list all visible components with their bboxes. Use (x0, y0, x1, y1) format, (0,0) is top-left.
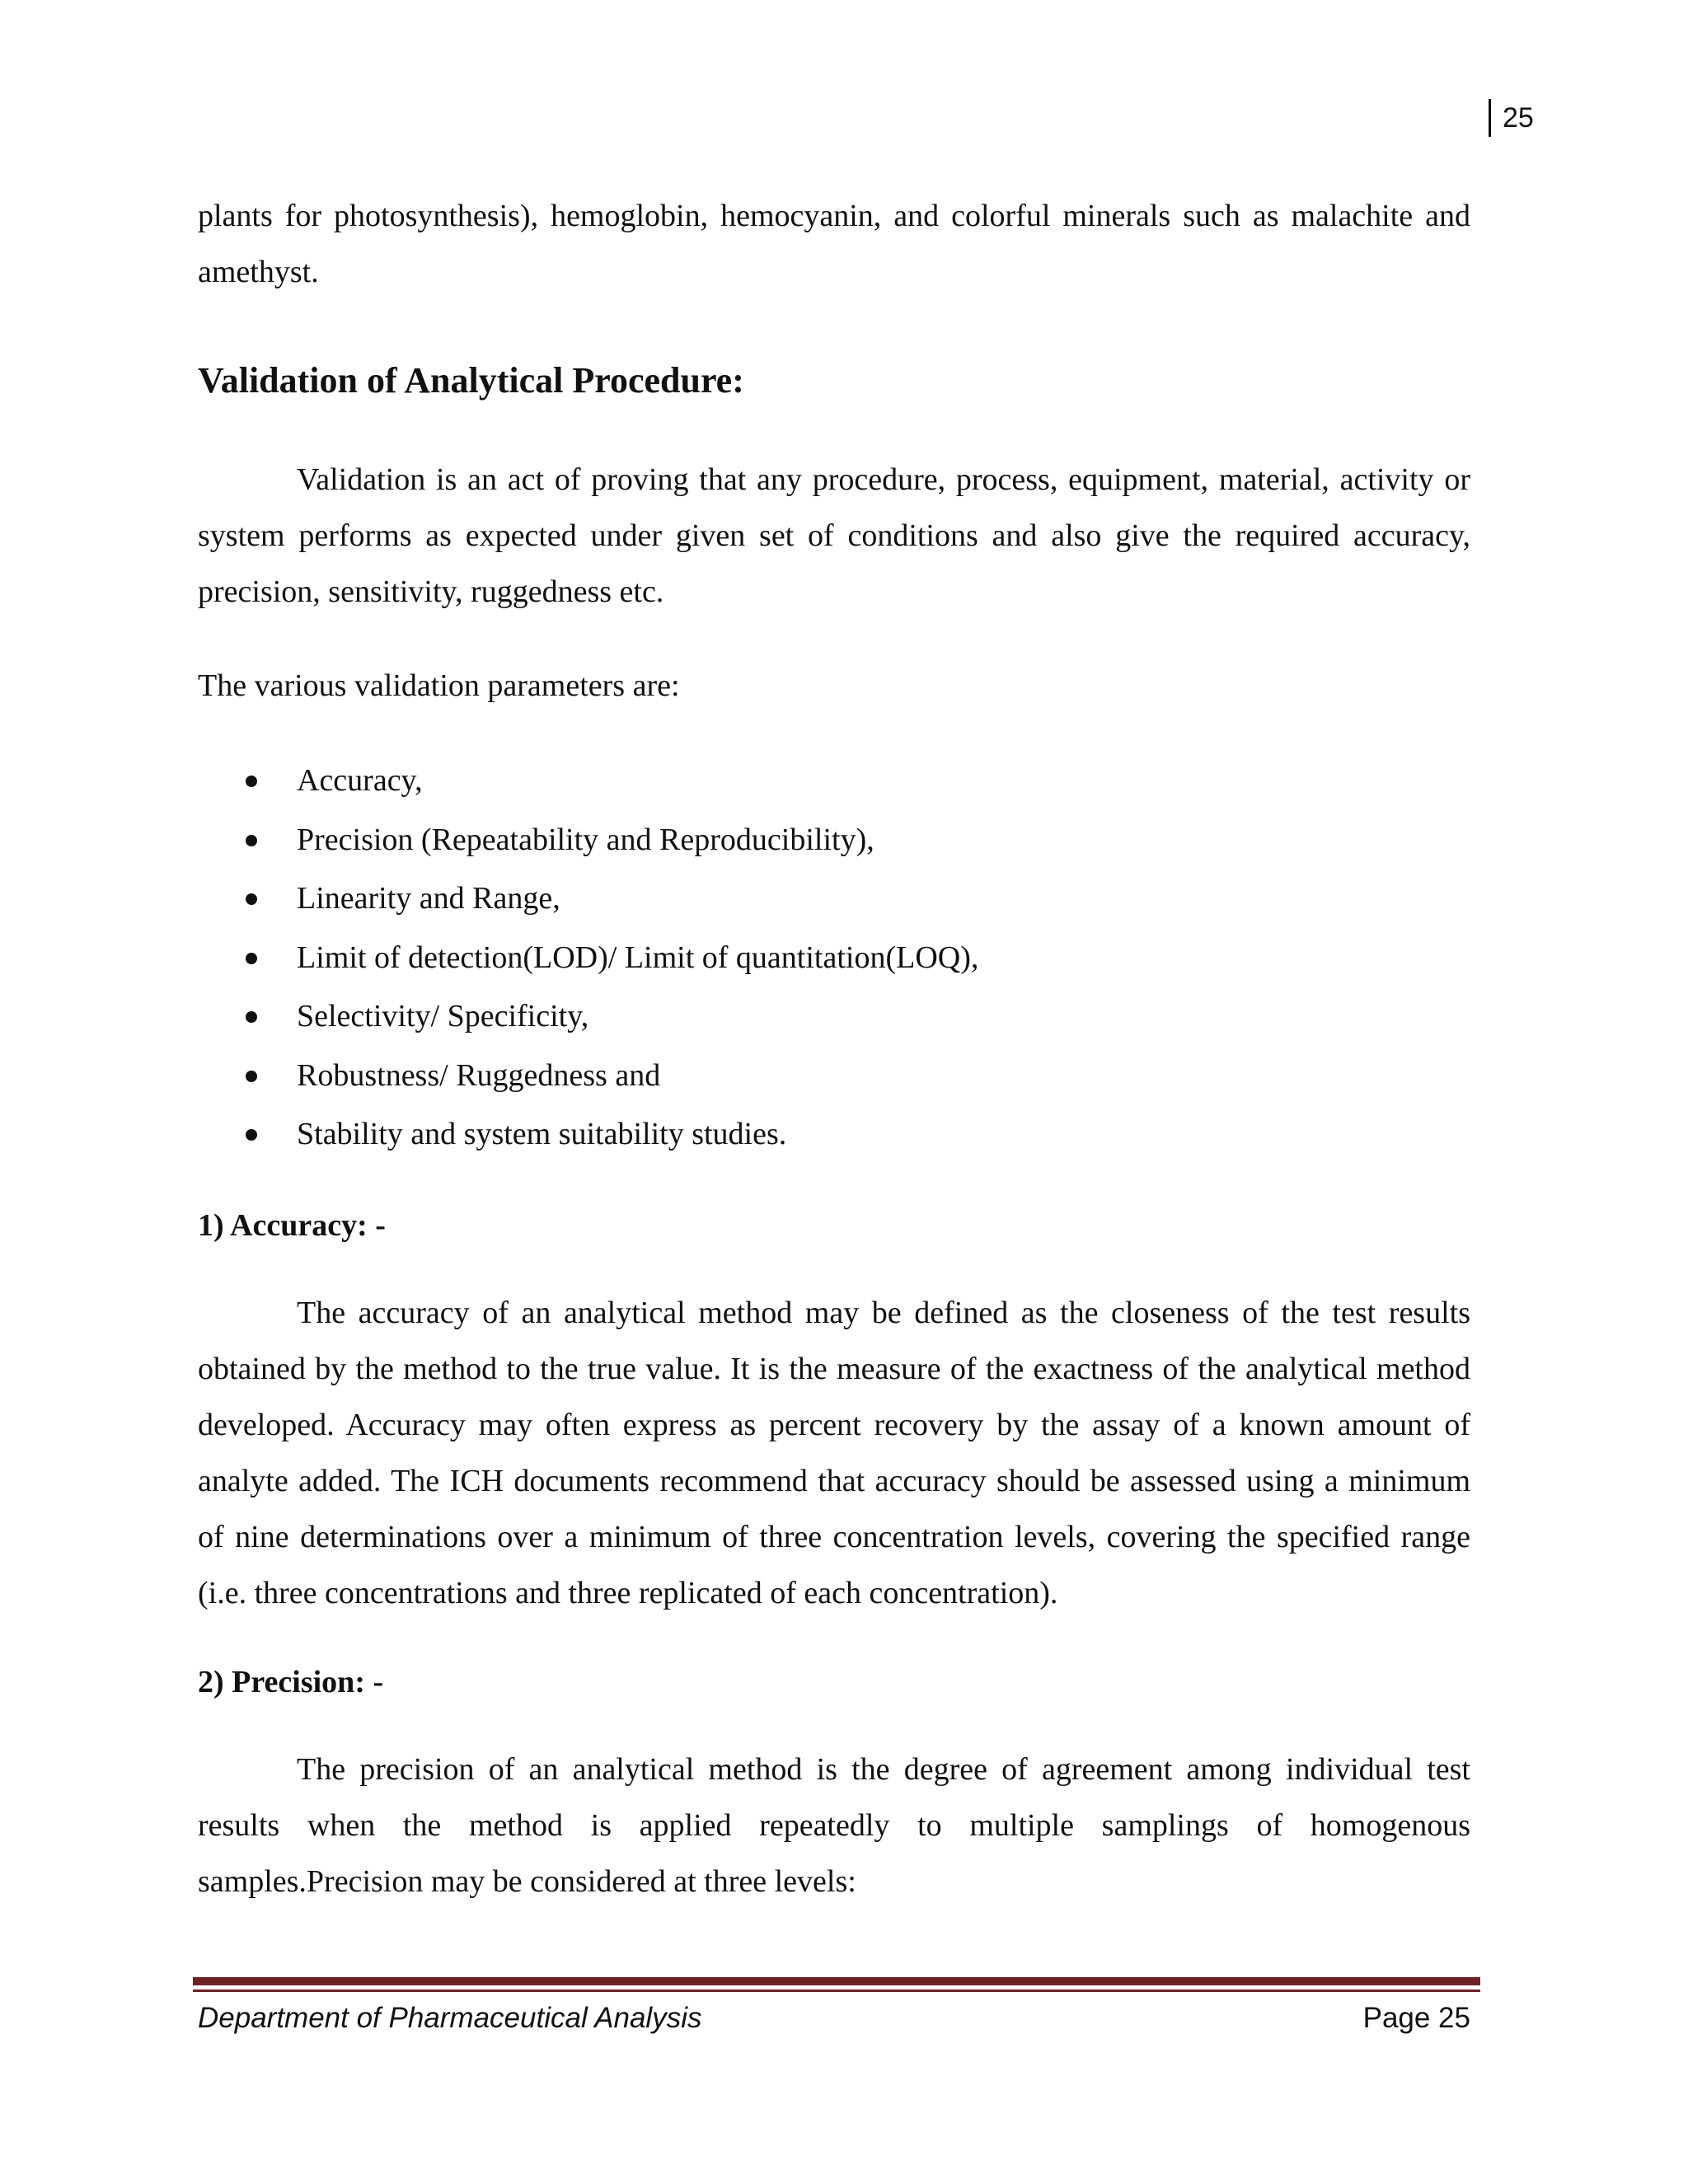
list-item (198, 987, 1470, 1047)
bullet-icon (246, 893, 257, 905)
accuracy-heading: 1) Accuracy: - (198, 1207, 386, 1243)
list-item (198, 869, 1470, 929)
list-item (198, 811, 1470, 870)
bullet-icon (246, 1011, 257, 1023)
bullet-icon (246, 1071, 257, 1082)
list-item-text: Robustness/ Ruggedness and (297, 1057, 661, 1093)
bullet-icon (246, 835, 257, 846)
list-item-text: Limit of detection(LOD)/ Limit of quantitation(LOQ), (297, 940, 979, 975)
section-heading: Validation of Analytical Procedure: (198, 360, 744, 401)
list-item-text: Accuracy, (297, 763, 423, 798)
precision-paragraph: The precision of an analytical method is the degree of agreement among individual test results when the method is applied repeatedly to multiple samplings of homogenous samples.Precision may be considered at three levels: (198, 1751, 1470, 1899)
bullet-icon (246, 776, 257, 787)
bullet-icon (246, 1129, 257, 1141)
accuracy-paragraph: The accuracy of an analytical method may be defined as the closeness of the test results obtained by the method to the true value. It is the measure of the exactness of the analytical method developed. Accuracy may often express as percent recovery by the assay of a known amount of analyte added. The ICH documents recommend that accuracy should be assessed using a minimum of nine determinations over a minimum of three concentration levels, covering the specified range (i.e. three concentrations and three replicated of each concentration). (198, 1295, 1470, 1610)
list-item (198, 752, 1470, 811)
list-item (198, 1047, 1470, 1106)
intro-paragraph: plants for photosynthesis), hemoglobin, hemocyanin, and colorful minerals such as malachite and amethyst. (198, 199, 1470, 289)
parameters-intro: The various validation parameters are: (198, 668, 680, 703)
precision-heading: 2) Precision: - (198, 1664, 384, 1699)
list-item (198, 929, 1470, 988)
parameters-list (198, 752, 1470, 1165)
validation-paragraph: Validation is an act of proving that any procedure, process, equipment, material, activity or system performs as expected under given set of conditions and also give the required accuracy, precision, sensitivity, ruggedness etc. (198, 462, 1470, 609)
footer-page-label: Page 25 (1362, 2002, 1470, 2034)
page-body (198, 188, 1470, 1910)
footer-department: Department of Pharmaceutical Analysis (198, 2002, 702, 2034)
footer-rule-thin (193, 1990, 1480, 1992)
list-item-text: Linearity and Range, (297, 881, 560, 916)
list-item-text: Selectivity/ Specificity, (297, 999, 589, 1033)
bullet-icon (246, 953, 257, 964)
list-item-text: Stability and system suitability studies. (297, 1117, 787, 1151)
footer-rule-thick (193, 1977, 1480, 1985)
list-item (198, 1105, 1470, 1165)
list-item-text: Precision (Repeatability and Reproducibility), (297, 822, 874, 857)
header-page-number: 25 (1489, 99, 1534, 137)
